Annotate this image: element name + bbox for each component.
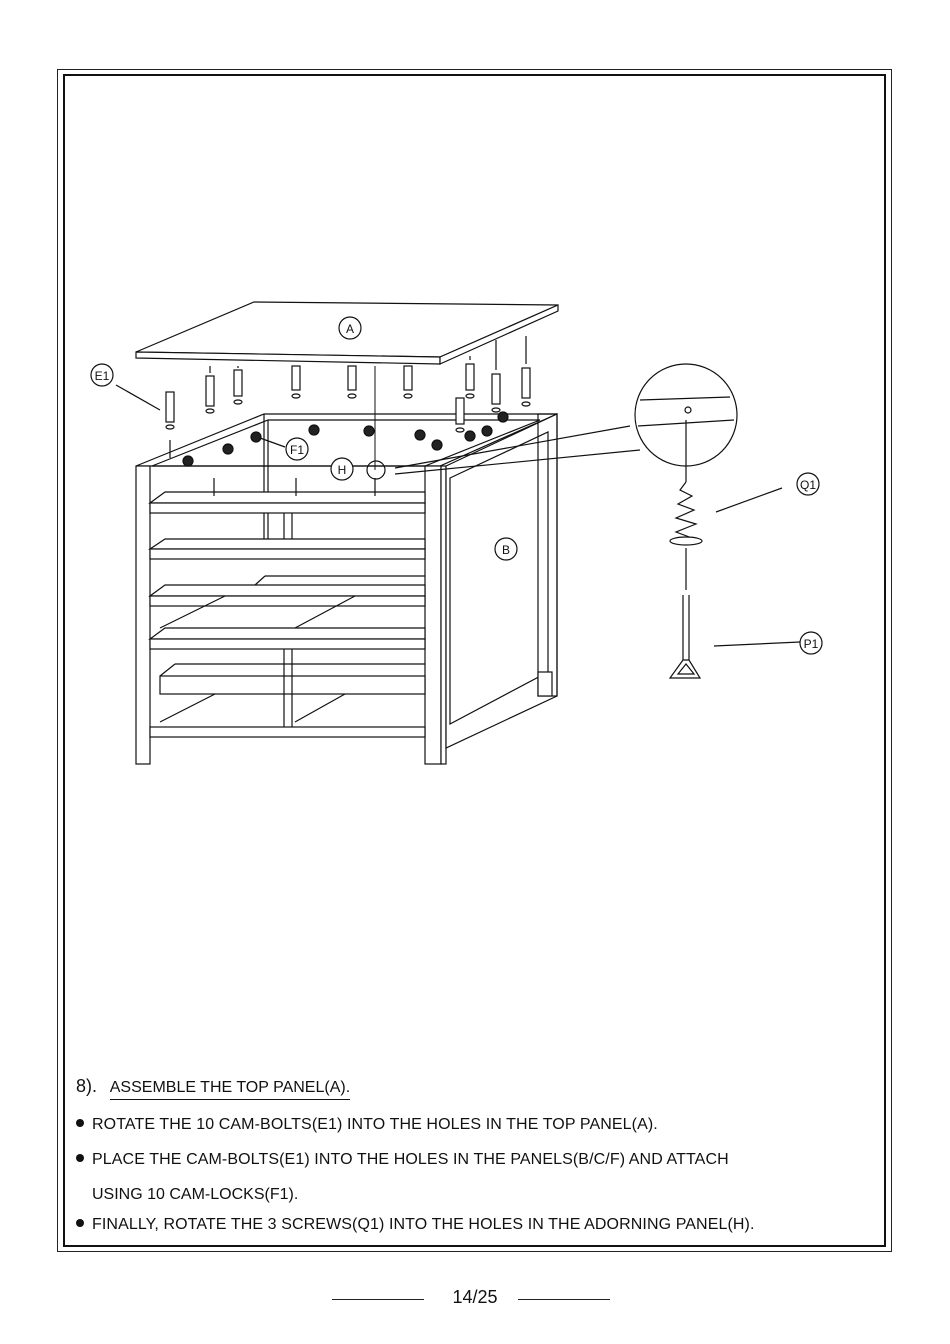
bullet-text: PLACE THE CAM-BOLTS(E1) INTO THE HOLES IN THE PANELS(B/C/F) AND ATTACH [92, 1151, 729, 1168]
instruction-bullet-2-continued: USING 10 CAM-LOCKS(F1). [92, 1186, 299, 1203]
label-cam-lock: F1 [289, 443, 305, 457]
screw-q1 [670, 466, 702, 590]
step-number: 8). [76, 1076, 98, 1096]
label-cam-bolt: E1 [94, 369, 110, 383]
instruction-bullet-1 [76, 1116, 658, 1134]
allen-key-p1 [670, 595, 700, 678]
step-heading [76, 1076, 350, 1097]
bullet-dot [76, 1219, 84, 1227]
bullet-dot [76, 1119, 84, 1127]
bullet-dot [76, 1154, 84, 1162]
footer-rule-right [518, 1299, 610, 1300]
label-tool: P1 [803, 637, 819, 651]
page-number: 14/25 [452, 1287, 498, 1307]
label-screw: Q1 [799, 478, 817, 492]
bullet-text: FINALLY, ROTATE THE 3 SCREWS(Q1) INTO THE HOLES IN THE ADORNING PANEL(H). [92, 1216, 755, 1233]
label-top-panel: A [345, 322, 355, 336]
step-title: ASSEMBLE THE TOP PANEL(A). [110, 1079, 350, 1100]
instruction-bullet-2 [76, 1151, 729, 1169]
label-adorning-panel: H [337, 463, 347, 477]
instruction-bullet-3 [76, 1216, 755, 1234]
label-side-panel: B [501, 543, 511, 557]
bullet-text: ROTATE THE 10 CAM-BOLTS(E1) INTO THE HOLES IN THE TOP PANEL(A). [92, 1116, 658, 1133]
